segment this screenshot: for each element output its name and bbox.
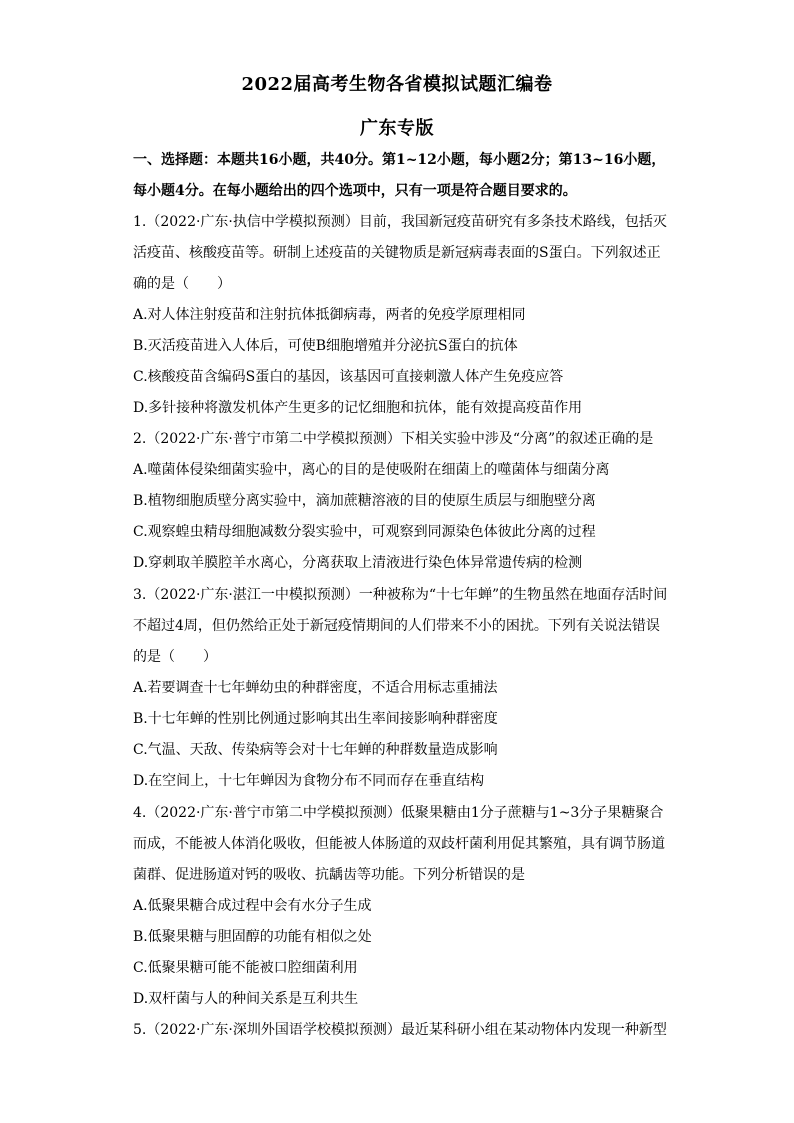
- question-3-stem-line-2: 不超过4周，但仍然给正处于新冠疫情期间的人们带来不小的困扰。下列有关说法错误: [133, 618, 660, 634]
- question-3-option-d: D.在空间上，十七年蝉因为食物分布不同而存在垂直结构: [133, 773, 485, 789]
- question-1-option-d: D.多针接种将激发机体产生更多的记忆细胞和抗体，能有效提高疫苗作用: [133, 400, 583, 416]
- question-2-option-b: B.植物细胞质壁分离实验中，滴加蔗糖溶液的目的使原生质层与细胞壁分离: [133, 493, 596, 509]
- question-3-option-a: A.若要调查十七年蝉幼虫的种群密度，不适合用标志重捕法: [133, 680, 498, 696]
- question-2-option-a: A.噬菌体侵染细菌实验中，离心的目的是使吸附在细菌上的噬菌体与细菌分离: [133, 462, 610, 478]
- document-title: 2022届高考生物各省模拟试题汇编卷: [241, 74, 553, 95]
- question-2-option-d: D.穿刺取羊膜腔羊水离心，分离获取上清液进行染色体异常遗传病的检测: [133, 555, 583, 571]
- question-3-stem-line-3: 的是（ ）: [133, 649, 217, 665]
- question-3-stem-line-1: 3.（2022·广东·湛江一中模拟预测）一种被称为“十七年蝉”的生物虽然在地面存活时间: [133, 587, 668, 603]
- question-4-option-b: B.低聚果糖与胆固醇的功能有相似之处: [133, 929, 372, 945]
- question-5-stem-line-1: 5.（2022·广东·深圳外国语学校模拟预测）最近某科研小组在某动物体内发现一种新型: [133, 1022, 667, 1038]
- question-3-option-b: B.十七年蝉的性别比例通过影响其出生率间接影响种群密度: [133, 711, 498, 727]
- section-instructions-line-1: 一、选择题：本题共16小题，共40分。第1~12小题，每小题2分；第13~16小题，: [133, 152, 666, 168]
- question-4-stem-line-1: 4.（2022·广东·普宁市第二中学模拟预测）低聚果糖由1分子蔗糖与1~3分子果糖聚合: [133, 805, 664, 821]
- question-4-option-a: A.低聚果糖合成过程中会有水分子生成: [133, 898, 372, 914]
- question-1-stem-line-2: 活疫苗、核酸疫苗等。研制上述疫苗的关键物质是新冠病毒表面的S蛋白。下列叙述正: [133, 245, 661, 261]
- question-4-stem-line-2: 而成，不能被人体消化吸收，但能被人体肠道的双歧杆菌利用促其繁殖，具有调节肠道: [133, 836, 665, 852]
- question-4-stem-line-3: 菌群、促进肠道对钙的吸收、抗龋齿等功能。下列分析错误的是: [133, 867, 525, 883]
- document-subtitle: 广东专版: [360, 118, 434, 139]
- question-1-option-a: A.对人体注射疫苗和注射抗体抵御病毒，两者的免疫学原理相同: [133, 307, 526, 323]
- question-3-option-c: C.气温、天敌、传染病等会对十七年蝉的种群数量造成影响: [133, 742, 498, 758]
- section-instructions-line-2: 每小题4分。在每小题给出的四个选项中，只有一项是符合题目要求的。: [133, 183, 577, 199]
- question-2-option-c: C.观察蝗虫精母细胞减数分裂实验中，可观察到同源染色体彼此分离的过程: [133, 524, 596, 540]
- question-1-stem-line-3: 确的是（ ）: [133, 276, 231, 292]
- question-1-option-b: B.灭活疫苗进入人体后，可使B细胞增殖并分泌抗S蛋白的抗体: [133, 338, 518, 354]
- question-1-stem-line-1: 1.（2022·广东·执信中学模拟预测）目前，我国新冠疫苗研究有多条技术路线，包括灭: [133, 214, 667, 230]
- question-4-option-d: D.双杆菌与人的种间关系是互利共生: [133, 991, 359, 1007]
- question-1-option-c: C.核酸疫苗含编码S蛋白的基因，该基因可直接刺激人体产生免疫应答: [133, 369, 564, 385]
- question-4-option-c: C.低聚果糖可能不能被口腔细菌利用: [133, 960, 358, 976]
- question-2-stem-line-1: 2.（2022·广东·普宁市第二中学模拟预测）下相关实验中涉及“分离”的叙述正确的是: [133, 431, 654, 447]
